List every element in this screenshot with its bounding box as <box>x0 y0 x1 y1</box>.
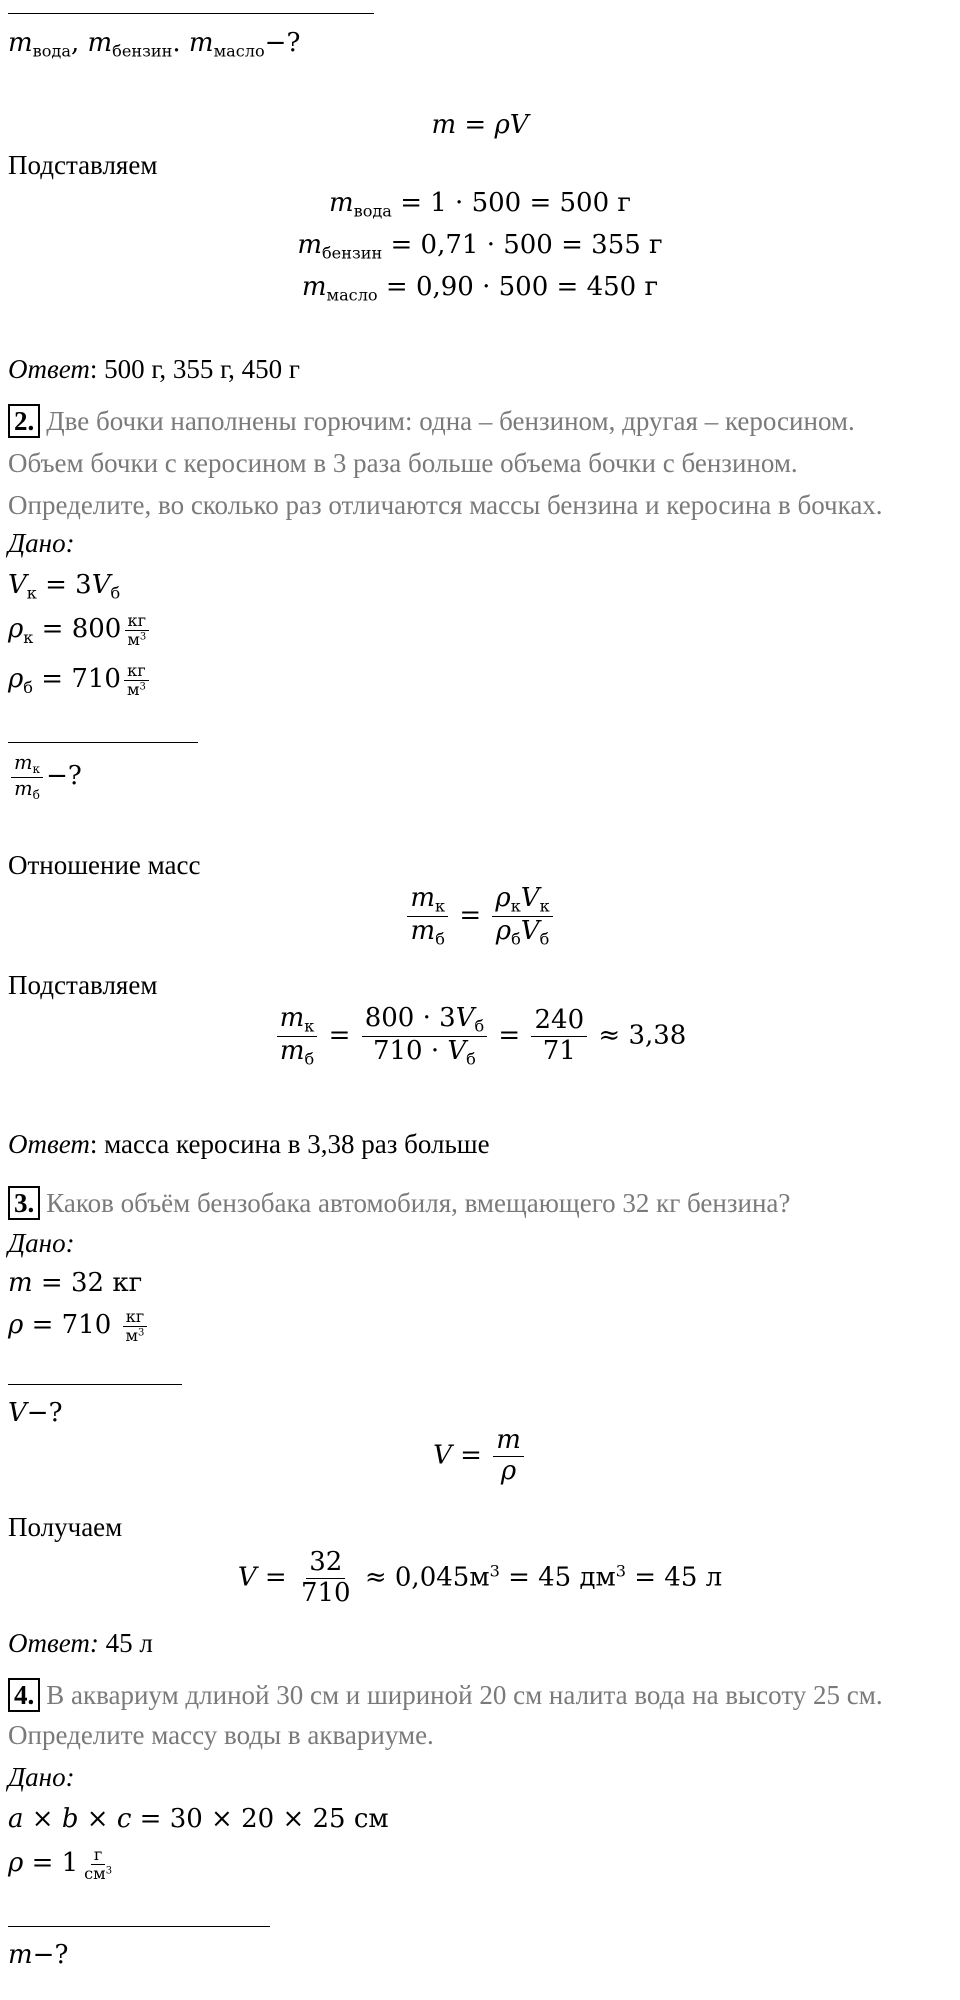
formula-mass-density: m = ρV <box>431 110 529 140</box>
given-separator-line <box>8 742 198 743</box>
given-separator-line <box>8 1926 270 1927</box>
volume-calculation: V = $\frac{32}{710}$ ≈ $0,045м^3 = 45$ $дм^3 = 45$ л <box>237 1547 723 1608</box>
given-label-2: Дано: <box>8 528 75 558</box>
answer-1: Ответ: 500 г, 355 г, 450 г <box>8 354 300 384</box>
given-3-density: ρ = 710 $\frac{кг}{м^3}$ <box>8 1308 150 1344</box>
unit-fraction: $\frac{кг}{м^3}$ <box>124 662 149 698</box>
given-label-3: Дано: <box>8 1228 75 1258</box>
given-3-mass: m = 32 кг <box>8 1268 143 1298</box>
given-2-density-petrol: $\rho_б = 710$ $\frac{кг}{м^3}$ <box>8 662 152 705</box>
given-4-density: ρ = 1 $\frac{г}{см^3}$ <box>8 1846 118 1882</box>
given-separator-line <box>8 1384 182 1385</box>
problem-number-2: 2. <box>8 404 40 438</box>
answer-2: Ответ: масса керосина в 3,38 раз больше <box>8 1129 490 1159</box>
problem-2-line-3: Определите, во сколько раз отличаются массы бензина и керосина в бочках. <box>8 490 883 520</box>
volume-formula: V = $\frac{m}{\rho}$ <box>0 1426 960 1487</box>
problem-2-line-2: Объем бочки с керосином в 3 раза больше объема бочки с бензином. <box>8 448 798 478</box>
ratio-calculation: $\frac{m_к}{m_б}$ = $\frac{800 \cdot 3V_б}{710 \cdot V_б}$ = $\frac{240}{71}$ ≈ 3,38 <box>0 1004 960 1069</box>
problem-3-line-1: 3. Каков объём бензобака автомобиля, вмещающего 32 кг бензина? <box>8 1186 790 1220</box>
given-4-dimensions: a × b × c = 30 × 20 × 25 см <box>8 1804 389 1834</box>
given-separator-line <box>8 13 374 14</box>
get-label: Получаем <box>8 1512 123 1542</box>
calc-oil: $m_{масло} = 0,90 \cdot 500 = 450$ г <box>301 272 659 305</box>
problem-number-4: 4. <box>8 1678 40 1712</box>
given-label-4: Дано: <box>8 1762 75 1792</box>
problem-4-line-2: Определите массу воды в аквариуме. <box>8 1720 434 1750</box>
unknown-3: V−? <box>8 1398 63 1428</box>
answer-3: Ответ: 45 л <box>8 1628 153 1658</box>
unit-fraction: $\frac{кг}{м^3}$ <box>124 612 149 648</box>
unknowns-line: $m_{вода}$, $m_{бензин}$. $m_{масло}-$? <box>8 28 301 61</box>
ratio-label: Отношение масс <box>8 850 201 880</box>
problem-number-3: 3. <box>8 1186 40 1220</box>
unknown-2: $\frac{m_к}{m_б}$ −? <box>8 752 82 802</box>
problem-4-line-1: 4. В аквариум длиной 30 см и шириной 20 см налита вода на высоту 25 см. <box>8 1678 883 1712</box>
substitute-label: Подставляем <box>8 150 158 180</box>
given-2-volume: $V_к = 3V_б$ <box>8 570 121 603</box>
calc-water: $m_{вода} = 1 \cdot 500 = 500$ г <box>328 188 632 221</box>
unit-fraction: $\frac{кг}{м^3}$ <box>123 1308 148 1344</box>
ratio-formula: $\frac{m_к}{m_б}$ = $\frac{\rho_кV_к}{\rho_бV_б}$ <box>0 884 960 949</box>
calc-petrol: $m_{бензин} = 0,71 \cdot 500 = 355$ г <box>297 230 663 263</box>
given-2-density-kerosene: $\rho_к = 800$ $\frac{кг}{м^3}$ <box>8 612 152 655</box>
unit-fraction: $\frac{г}{см^3}$ <box>84 1845 113 1883</box>
problem-2-line-1: 2. Две бочки наполнены горючим: одна – бензином, другая – керосином. <box>8 404 855 438</box>
unknown-4: m−? <box>8 1940 69 1970</box>
substitute-label-2: Подставляем <box>8 970 158 1000</box>
